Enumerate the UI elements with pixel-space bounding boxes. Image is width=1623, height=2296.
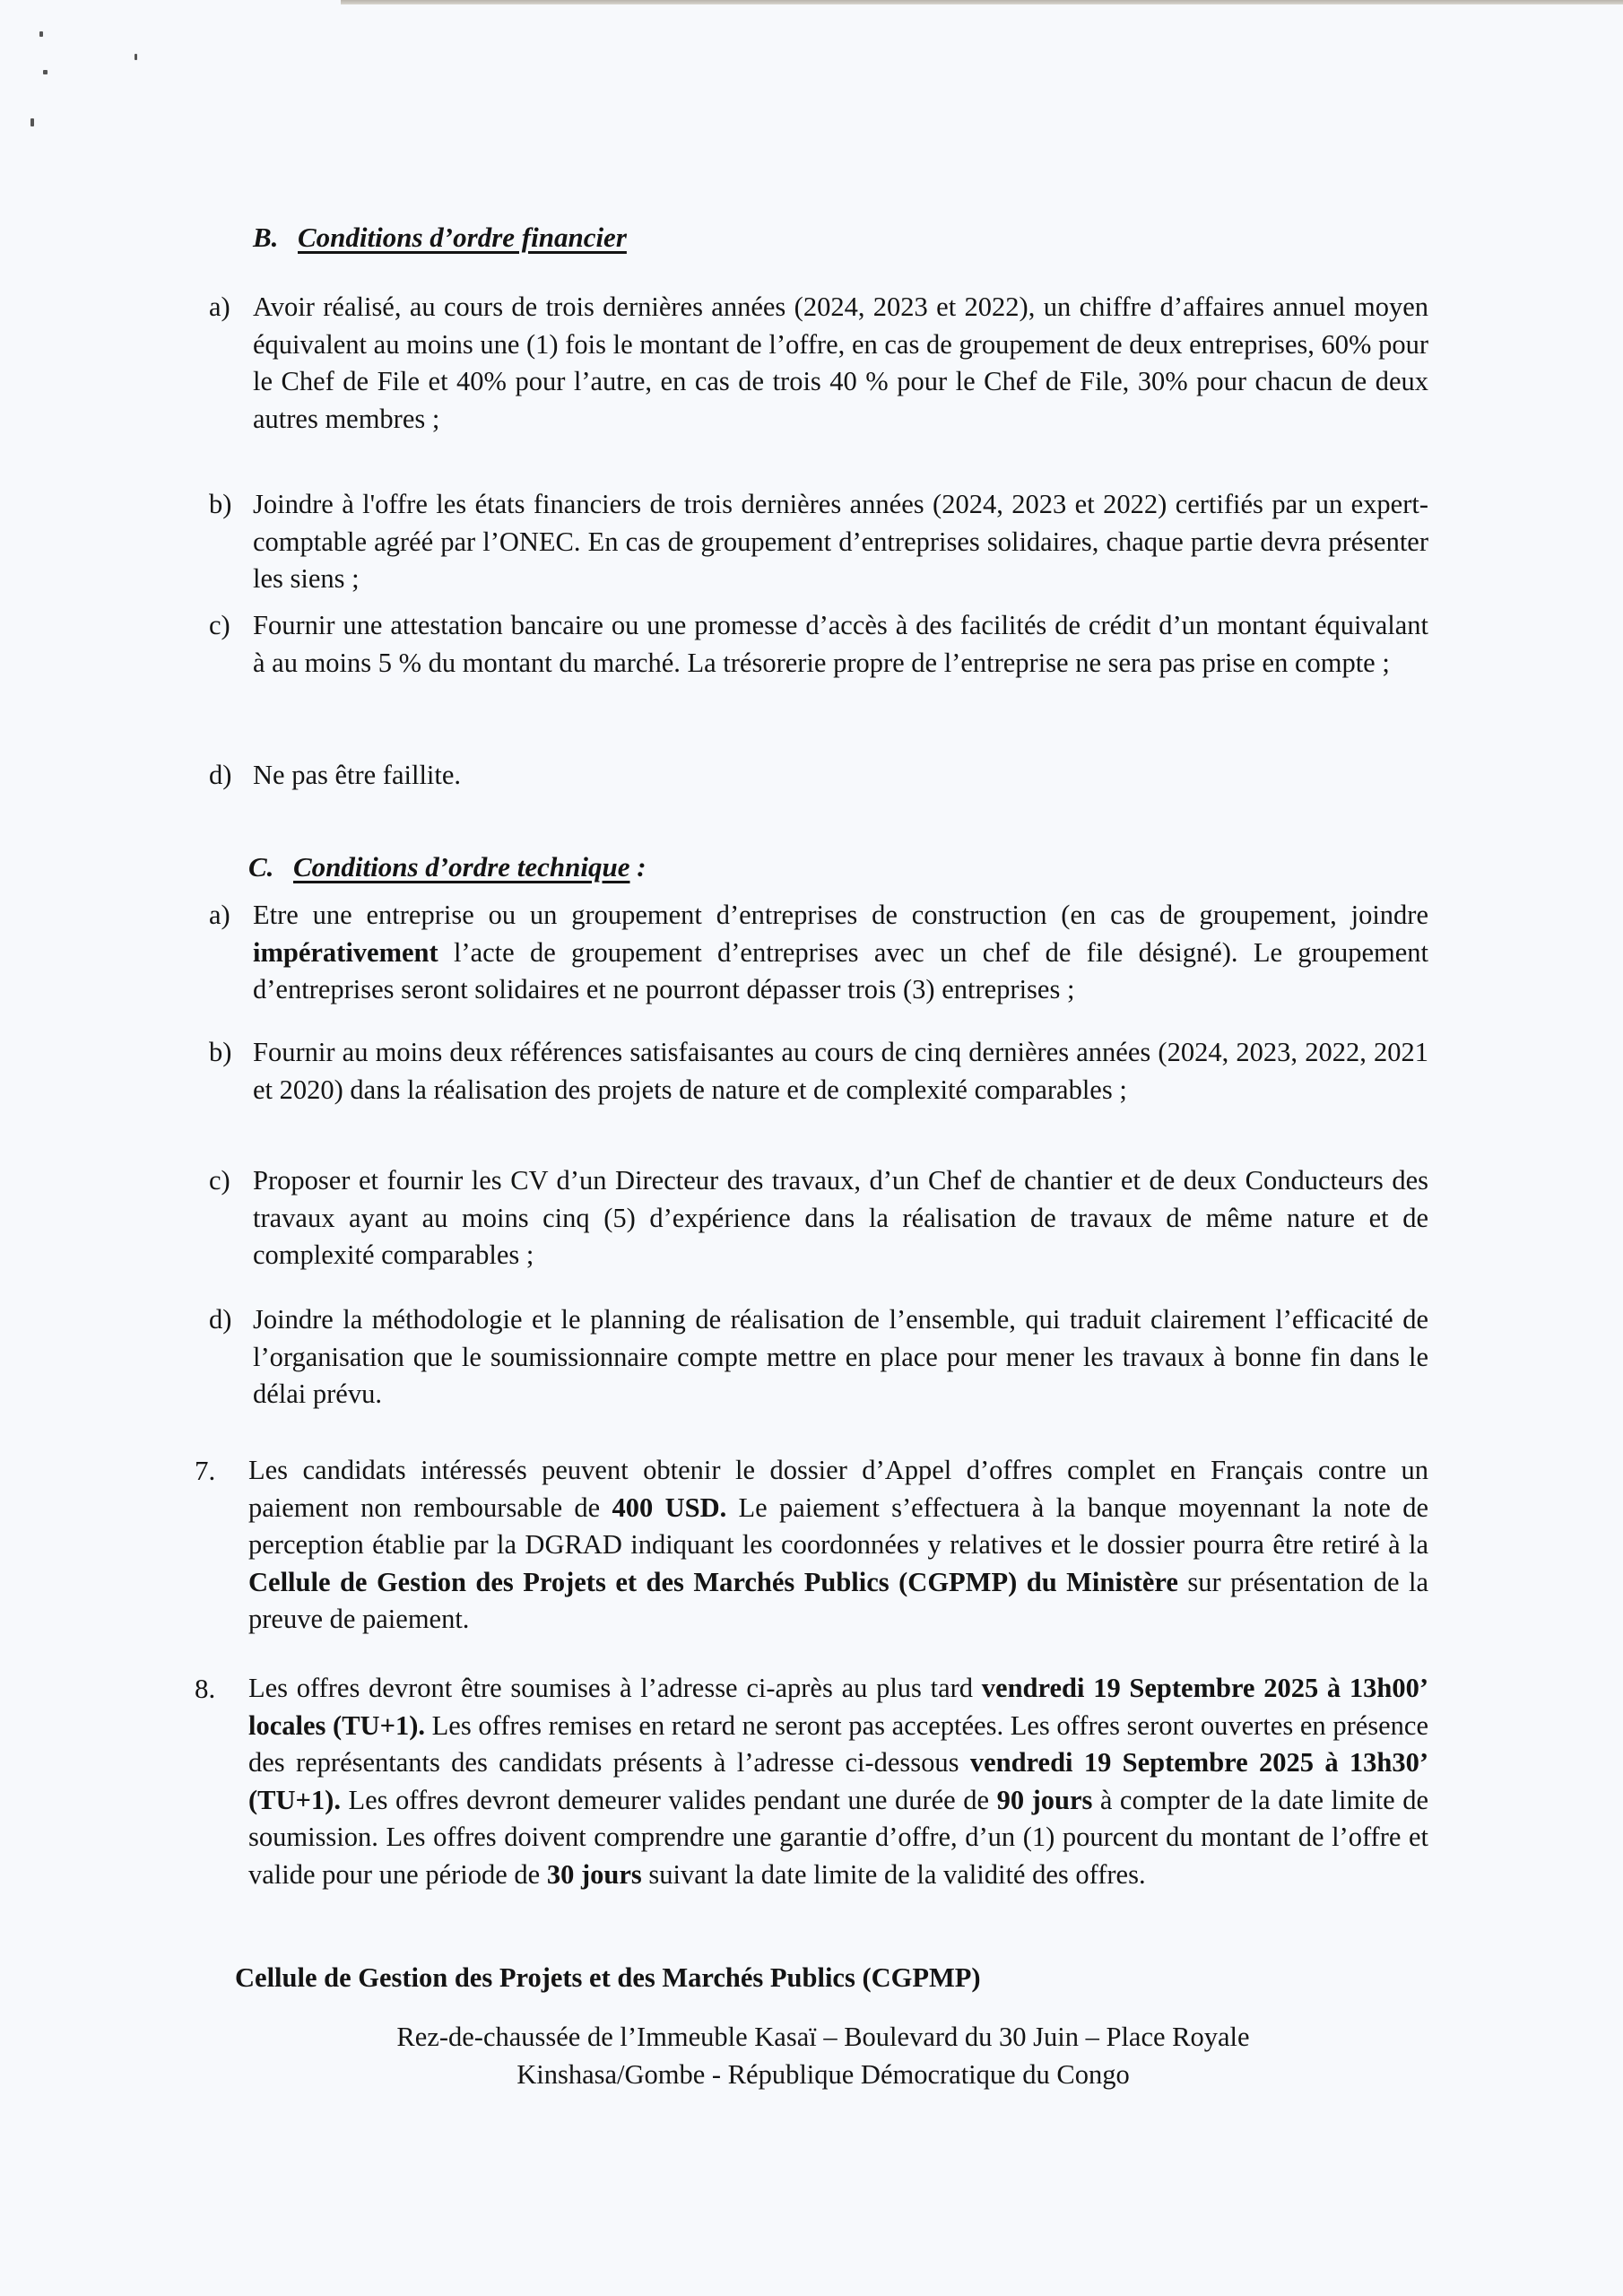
item-label: d) (209, 1304, 232, 1335)
organization-name: Cellule de Gestion des Projets et des Marchés Publics (CGPMP) (235, 1962, 981, 1993)
item-label: c) (209, 1165, 230, 1196)
text-run: Les offres devront être soumises à l’adresse ci-après au plus tard (248, 1673, 982, 1703)
submission-deadline: vendredi 19 Septembre 2025 à 13h00’ locales (TU+1). (248, 1673, 1429, 1741)
technical-condition-d (202, 1301, 1428, 1413)
clause-text (248, 1670, 1428, 1893)
item-text (253, 897, 1428, 1009)
item-label: c) (209, 610, 230, 640)
opening-date: vendredi 19 Septembre 2025 à 13h30’ (TU+1). (248, 1747, 1429, 1815)
scan-top-edge (341, 0, 1623, 4)
price-amount: 400 USD. (612, 1492, 727, 1523)
address-line-2: Kinshasa/Gombe - République Démocratique du Congo (516, 2059, 1130, 2090)
item-text: Fournir une attestation bancaire ou une promesse d’accès à des facilités de crédit d’un montant équivalant à au moins 5 % du montant du marché. La trésorerie propre de l’entreprise ne sera pas prise en compte ; (253, 610, 1428, 678)
text-run: Les offres remises en retard ne seront pas acceptées. Les offres seront ouvertes en présence des représentants des candidats présents à l’adresse ci-dessous (248, 1709, 1428, 1778)
section-b-heading (253, 220, 627, 256)
text-run: sur présentation de la preuve de paiement. (248, 1566, 1428, 1634)
item-text: Fournir au moins deux références satisfaisantes au cours de cinq dernières années (2024, 2023, 2022, 2021 et 2020) dans la réalisation des projets de nature et de complexité comparables ; (253, 1037, 1428, 1105)
item-label: b) (209, 1037, 232, 1067)
item-text: Joindre la méthodologie et le planning de réalisation de l’ensemble, qui traduit clairement l’efficacité de l’organisation que le soumissionnaire compte mettre en place pour mener les travaux à bonne fin dans le délai prévu. (253, 1304, 1428, 1409)
section-letter: B. (253, 222, 279, 253)
text-run: l’acte de groupement d’entreprises avec un chef de file désigné). Le groupement d’entreprises seront solidaires et ne pourront dépasser trois (3) entreprises ; (253, 936, 1428, 1004)
section-letter: C. (248, 851, 274, 883)
clause-number: 8. (195, 1673, 216, 1704)
section-title: Conditions d’ordre financier (298, 222, 627, 253)
text-run: Les offres devront demeurer valides pendant une durée de (340, 1784, 997, 1815)
clause-7 (195, 1452, 1429, 1639)
section-title: Conditions d’ordre technique (293, 851, 630, 883)
text-run: Les candidats intéressés peuvent obtenir le dossier d’Appel d’offres complet en Français contre un paiement non remboursable de (248, 1455, 1428, 1523)
validity-period: 90 jours (996, 1784, 1093, 1815)
technical-condition-c (202, 1162, 1428, 1274)
scan-speck (30, 118, 34, 126)
item-label: a) (209, 900, 230, 930)
financial-condition-a (202, 289, 1428, 438)
section-c-heading (248, 849, 647, 885)
text-run: Le paiement s’effectuera à la banque moyennant la note de perception établie par la DGRAD indiquant les coordonnées y relatives et le dossier pourra être retiré à la (248, 1492, 1429, 1560)
item-text: Joindre à l'offre les états financiers de trois dernières années (2024, 2023 et 2022) certifiés par un expert-comptable agréé par l’ONEC. En cas de groupement d’entreprises solidaires, chaque partie devra présenter les siens ; (253, 489, 1428, 594)
item-label: b) (209, 489, 232, 519)
item-text: Ne pas être faillite. (253, 760, 462, 790)
address (0, 2018, 1623, 2093)
technical-condition-b (202, 1034, 1428, 1109)
clause-number: 7. (195, 1455, 216, 1486)
item-text: Proposer et fournir les CV d’un Directeur des travaux, d’un Chef de chantier et de deux Conducteurs des travaux ayant au moins cinq (5) d’expérience dans la réalisation de travaux de même nature et de complexité comparables ; (253, 1165, 1428, 1270)
section-title-suffix: : (629, 851, 647, 883)
address-line-1: Rez-de-chaussée de l’Immeuble Kasaï – Boulevard du 30 Juin – Place Royale (396, 2022, 1250, 2052)
technical-condition-a (202, 897, 1428, 1009)
clause-text (248, 1452, 1428, 1639)
scan-speck (43, 70, 48, 74)
financial-condition-d (202, 757, 1428, 795)
financial-condition-b (202, 486, 1428, 598)
item-text: Avoir réalisé, au cours de trois dernières années (2024, 2023 et 2022), un chiffre d’affaires annuel moyen équivalent au moins une (1) fois le montant de l’offre, en cas de groupement de deux entreprises, 60% pour le Chef de File et 40% pour l’autre, en cas de trois 40 % pour le Chef de File, 30% pour chacun de deux autres membres ; (253, 291, 1428, 434)
bold-run: impérativement (253, 936, 438, 968)
text-run: suivant la date limite de la validité des offres. (641, 1858, 1146, 1890)
financial-condition-c (202, 607, 1428, 682)
text-run: à compter de la date limite de soumission. Les offres doivent comprendre une garantie d’offre, d’un (1) pourcent du montant de l’offre et valide pour une période de (248, 1784, 1428, 1890)
guarantee-period: 30 jours (546, 1858, 642, 1890)
scan-speck (135, 54, 137, 60)
item-label: d) (209, 760, 232, 790)
clause-8 (195, 1670, 1429, 1893)
item-label: a) (209, 291, 230, 322)
bold-run: Cellule de Gestion des Projets et des Marchés Publics (CGPMP) du Ministère (248, 1566, 1178, 1597)
scan-speck (39, 31, 43, 37)
text-run: Etre une entreprise ou un groupement d’entreprises de construction (en cas de groupement, joindre (253, 900, 1428, 930)
